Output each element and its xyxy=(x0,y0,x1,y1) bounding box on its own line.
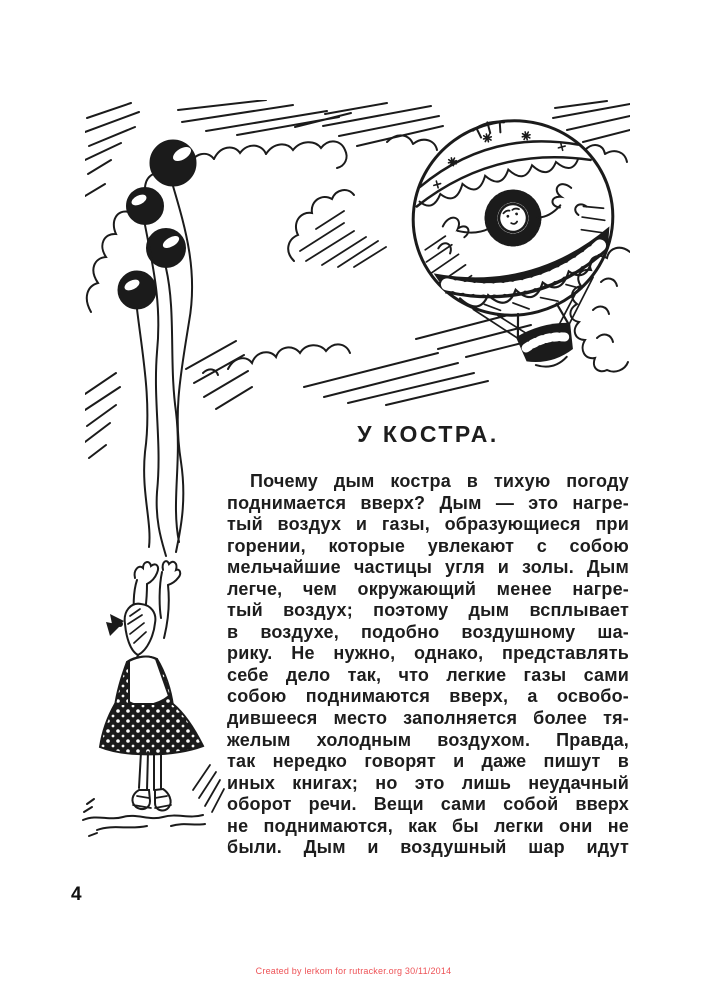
body-line: легче, чем окружающий менее нагре- xyxy=(227,578,629,599)
hair-bow xyxy=(106,614,124,636)
legs xyxy=(139,752,161,790)
body-line: мельчайшие частицы угля и золы. Дым xyxy=(227,557,629,578)
body-line: иных книгах; но это лишь неудачный xyxy=(227,772,629,793)
body-line: рику. Не нужно, однако, представлять xyxy=(227,643,629,664)
chapter-title: У КОСТРА. xyxy=(357,421,499,447)
page-number: 4 xyxy=(71,884,82,905)
sun-face xyxy=(486,191,540,245)
girl-illustration xyxy=(75,558,235,850)
body-line: тый воздух и газы, образующиеся при xyxy=(227,514,629,535)
footer-credit: Created by lerkom for rutracker.org 30/11/2014 xyxy=(255,966,452,976)
body-line: поднимается вверх? Дым — это нагре- xyxy=(227,492,629,513)
body-line: так нередко говорят и даже пишут в xyxy=(227,751,629,772)
body-line: собою поднимаются вверх, а освобо- xyxy=(227,686,629,707)
body-line: желым холодным воздухом. Правда, xyxy=(227,729,629,750)
body-text xyxy=(227,471,629,859)
body-line: не поднимаются, как бы легки они не xyxy=(227,815,629,836)
body-line: дившееся место заполняется более тя- xyxy=(227,708,629,729)
montgolfier-balloon xyxy=(391,100,630,392)
body-line: горении, которые увлекают с собою xyxy=(227,535,629,556)
body-line: Почему дым костра в тихую погоду xyxy=(250,471,629,491)
dress xyxy=(100,655,203,754)
shoes xyxy=(132,789,171,810)
body-line: тый воздух; поэтому дым всплывает xyxy=(227,600,629,621)
body-line: оборот речи. Вещи сами собой вверх xyxy=(227,794,629,815)
body-line: в воздухе, подобно воздушному ша- xyxy=(227,621,629,642)
body-line: себе дело так, что легкие газы сами xyxy=(227,664,629,685)
body-line: были. Дым и воздушный шар идут xyxy=(227,837,629,858)
head xyxy=(125,604,156,655)
